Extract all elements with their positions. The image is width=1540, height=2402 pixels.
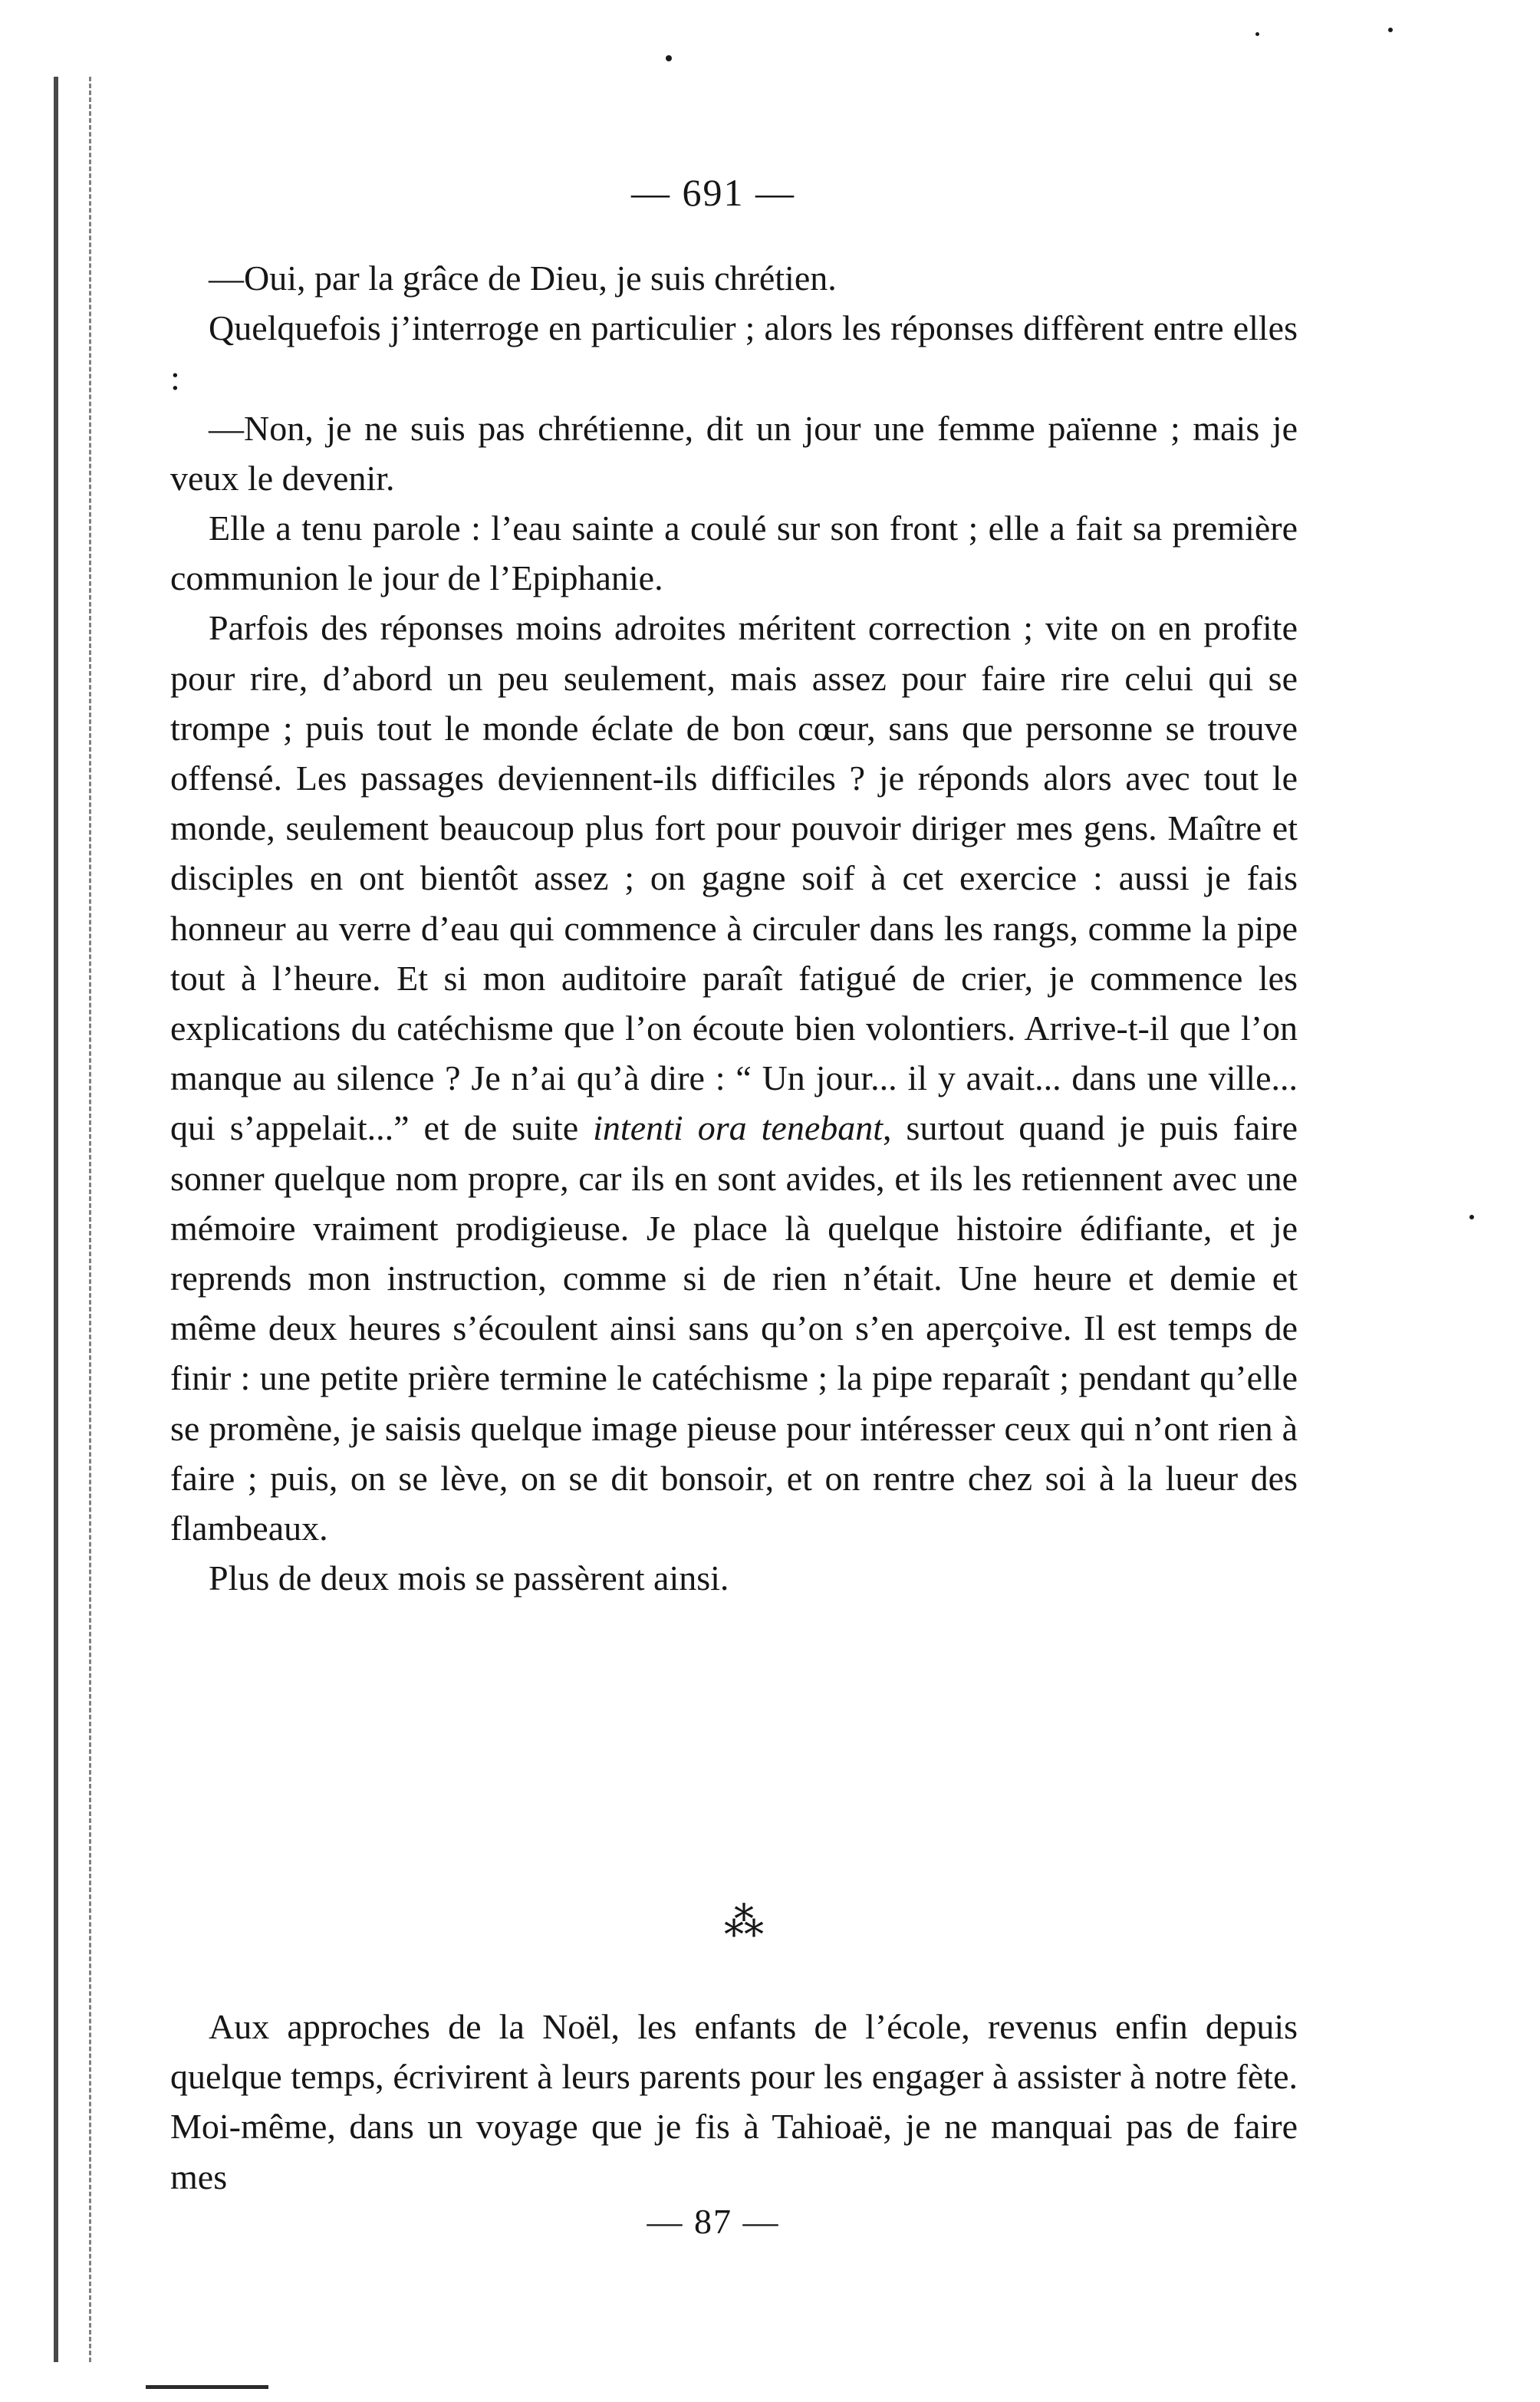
text-run: Plus de deux mois se passèrent ainsi. — [209, 1558, 729, 1598]
section-separator: ⁂ — [724, 1901, 764, 1945]
scan-speck — [1388, 28, 1393, 32]
scan-speck — [1469, 1215, 1474, 1219]
paragraph — [170, 403, 1298, 503]
scan-speck — [666, 55, 672, 61]
text-run: —Oui, par la grâce de Dieu, je suis chrétien. — [209, 258, 837, 298]
text-run: , surtout quand je puis faire sonner quelque nom propre, car ils en sont avides, et ils les retiennent avec une mémoire vraiment prodigieuse. Je place là quelque histoire édifiante, et je reprends mon instruction, comme si de rien n’était. Une heure et demie et même deux heures s’écoulent ainsi sans qu’on s’en aperçoive. Il est temps de finir : une petite prière termine le catéchisme ; la pipe reparaît ; pendant qu’elle se promène, je saisis quelque image pieuse pour intéresser ceux qui n’ont rien à faire ; puis, on se lève, on se dit bonsoir, et on rentre chez soi à la lueur des flambeaux. — [170, 1108, 1298, 1548]
body-text — [170, 253, 1298, 1603]
paragraph — [170, 603, 1298, 1553]
signature-mark: — 87 — — [647, 2202, 780, 2241]
paragraph — [170, 253, 1298, 303]
binding-edge — [54, 77, 91, 2362]
text-run: —Non, je ne suis pas chrétienne, dit un jour une femme païenne ; mais je veux le devenir. — [170, 408, 1298, 498]
italic-phrase: intenti ora tenebant — [593, 1108, 884, 1148]
paragraph — [170, 2002, 1298, 2202]
text-run: Parfois des réponses moins adroites méritent correction ; vite on en profite pour rire, d’abord un peu seulement, mais assez pour faire rire celui qui se trompe ; puis tout le monde éclate de bon cœur, sans que personne se trouve offensé. Les passages deviennent-ils difficiles ? je réponds alors avec tout le monde, seulement beaucoup plus fort pour pouvoir diriger mes gens. Maître et disciples en ont bientôt assez ; on gagne soif à cet exercice : aussi je fais honneur au verre d’eau qui commence à circuler dans les rangs, comme la pipe tout à l’heure. Et si mon auditoire paraît fatigué de crier, je commence les explications du catéchisme que l’on écoute bien volontiers. Arrive-t-il que l’on manque au silence ? Je n’ai qu’à dire : “ Un jour... il y avait... dans une ville... qui s’appelait...” et de suite — [170, 608, 1298, 1148]
text-run: Aux approches de la Noël, les enfants de l’école, revenus enfin depuis quelque temps, écrivirent à leurs parents pour les engager à assister à notre fète. Moi-même, dans un voyage que je fis à Tahioaë, je ne manquai pas de faire mes — [170, 2007, 1298, 2196]
binding-foot — [146, 2385, 268, 2389]
page-number: — 691 — — [631, 171, 795, 214]
paragraph — [170, 1553, 1298, 1603]
scan-speck — [1255, 32, 1259, 36]
text-run: Quelquefois j’interroge en particulier ; alors les réponses diffèrent entre elles : — [170, 308, 1298, 398]
text-run: Elle a tenu parole : l’eau sainte a coulé sur son front ; elle a fait sa première communion le jour de l’Epiphanie. — [170, 508, 1298, 598]
paragraph — [170, 503, 1298, 603]
paragraph — [170, 303, 1298, 403]
body-text-continued — [170, 2002, 1298, 2202]
